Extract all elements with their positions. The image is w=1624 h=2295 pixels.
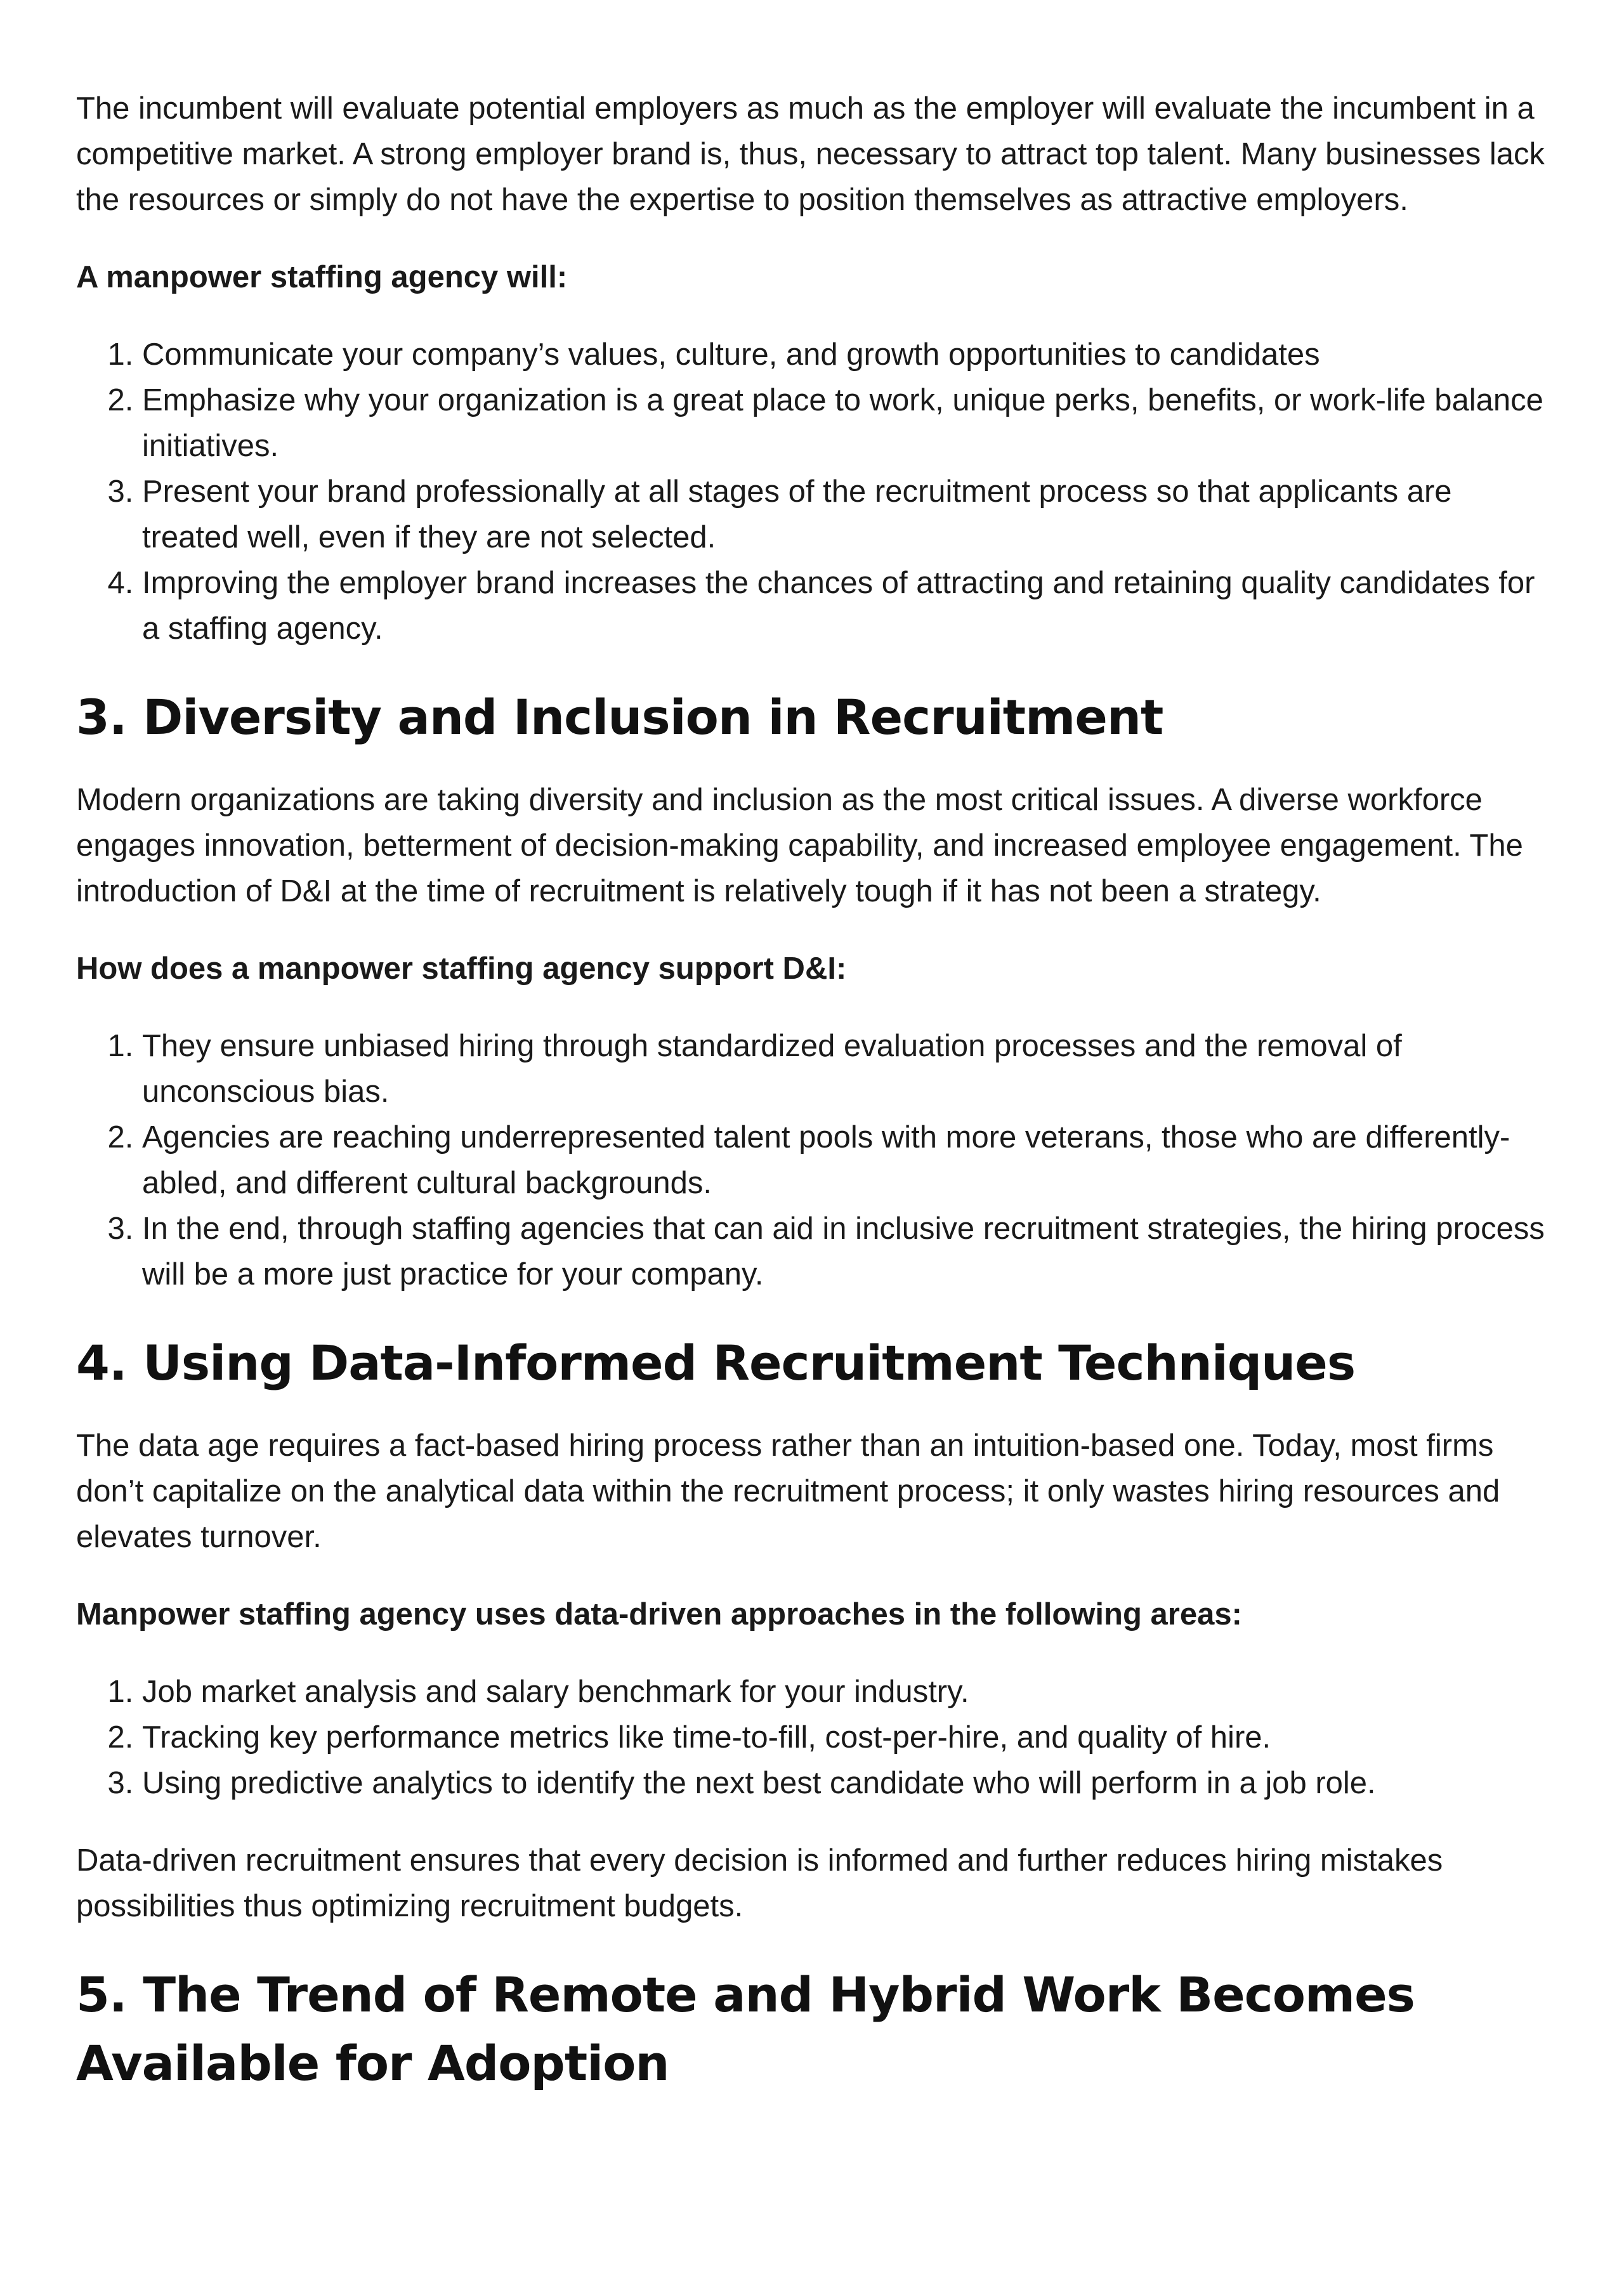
section-4-lead: Manpower staffing agency uses data-driven approaches in the following areas: bbox=[76, 1597, 1242, 1631]
list-item: 3. In the end, through staffing agencies that can aid in inclusive recruitment strategies, the hiring process will be a more just practice for your company. bbox=[142, 1206, 1554, 1297]
list-item: 2. Tracking key performance metrics like time-to-fill, cost-per-hire, and quality of hire. bbox=[142, 1715, 1554, 1760]
section-4-closing: Data-driven recruitment ensures that every decision is informed and further reduces hiring mistakes possibilities thus optimizing recruitment budgets. bbox=[76, 1843, 1443, 1923]
intro-paragraph: The incumbent will evaluate potential employers as much as the employer will evaluate the incumbent in a competitive market. A strong employer brand is, thus, necessary to attract top talent. Many businesses lack the resources or simply do not have the expertise to position themselves as attractive employers. bbox=[76, 91, 1545, 217]
intro-list bbox=[76, 332, 1554, 651]
list-item: 4. Improving the employer brand increases the chances of attracting and retaining quality candidates for a staffing agency. bbox=[142, 560, 1554, 651]
list-item: 1. Communicate your company’s values, culture, and growth opportunities to candidates bbox=[142, 332, 1554, 377]
section-3-lead: How does a manpower staffing agency support D&I: bbox=[76, 951, 847, 986]
section-3-heading: 3. Diversity and Inclusion in Recruitment bbox=[76, 689, 1163, 745]
section-3-list bbox=[76, 1023, 1554, 1297]
list-item: 2. Emphasize why your organization is a great place to work, unique perks, benefits, or work-life balance initiatives. bbox=[142, 377, 1554, 469]
list-item: 3. Present your brand professionally at all stages of the recruitment process so that applicants are treated well, even if they are not selected. bbox=[142, 469, 1554, 560]
section-3-paragraph: Modern organizations are taking diversity and inclusion as the most critical issues. A diverse workforce engages innovation, betterment of decision-making capability, and increased employee engagement. The introduction of D&I at the time of recruitment is relatively tough if it has not been a strategy. bbox=[76, 783, 1523, 908]
list-item: 2. Agencies are reaching underrepresented talent pools with more veterans, those who are differently-abled, and different cultural backgrounds. bbox=[142, 1115, 1554, 1206]
article-body bbox=[76, 86, 1554, 2123]
intro-lead: A manpower staffing agency will: bbox=[76, 260, 568, 294]
section-4-list bbox=[76, 1669, 1554, 1806]
section-4-heading: 4. Using Data-Informed Recruitment Techniques bbox=[76, 1335, 1356, 1391]
list-item: 3. Using predictive analytics to identify the next best candidate who will perform in a job role. bbox=[142, 1760, 1554, 1806]
list-item: 1. Job market analysis and salary benchmark for your industry. bbox=[142, 1669, 1554, 1715]
section-4-paragraph: The data age requires a fact-based hiring process rather than an intuition-based one. Today, most firms don’t capitalize on the analytical data within the recruitment process; it only wastes hiring resources and elevates turnover. bbox=[76, 1429, 1500, 1554]
list-item: 1. They ensure unbiased hiring through standardized evaluation processes and the removal of unconscious bias. bbox=[142, 1023, 1554, 1115]
section-5-heading: 5. The Trend of Remote and Hybrid Work Becomes Available for Adoption bbox=[76, 1966, 1415, 2091]
